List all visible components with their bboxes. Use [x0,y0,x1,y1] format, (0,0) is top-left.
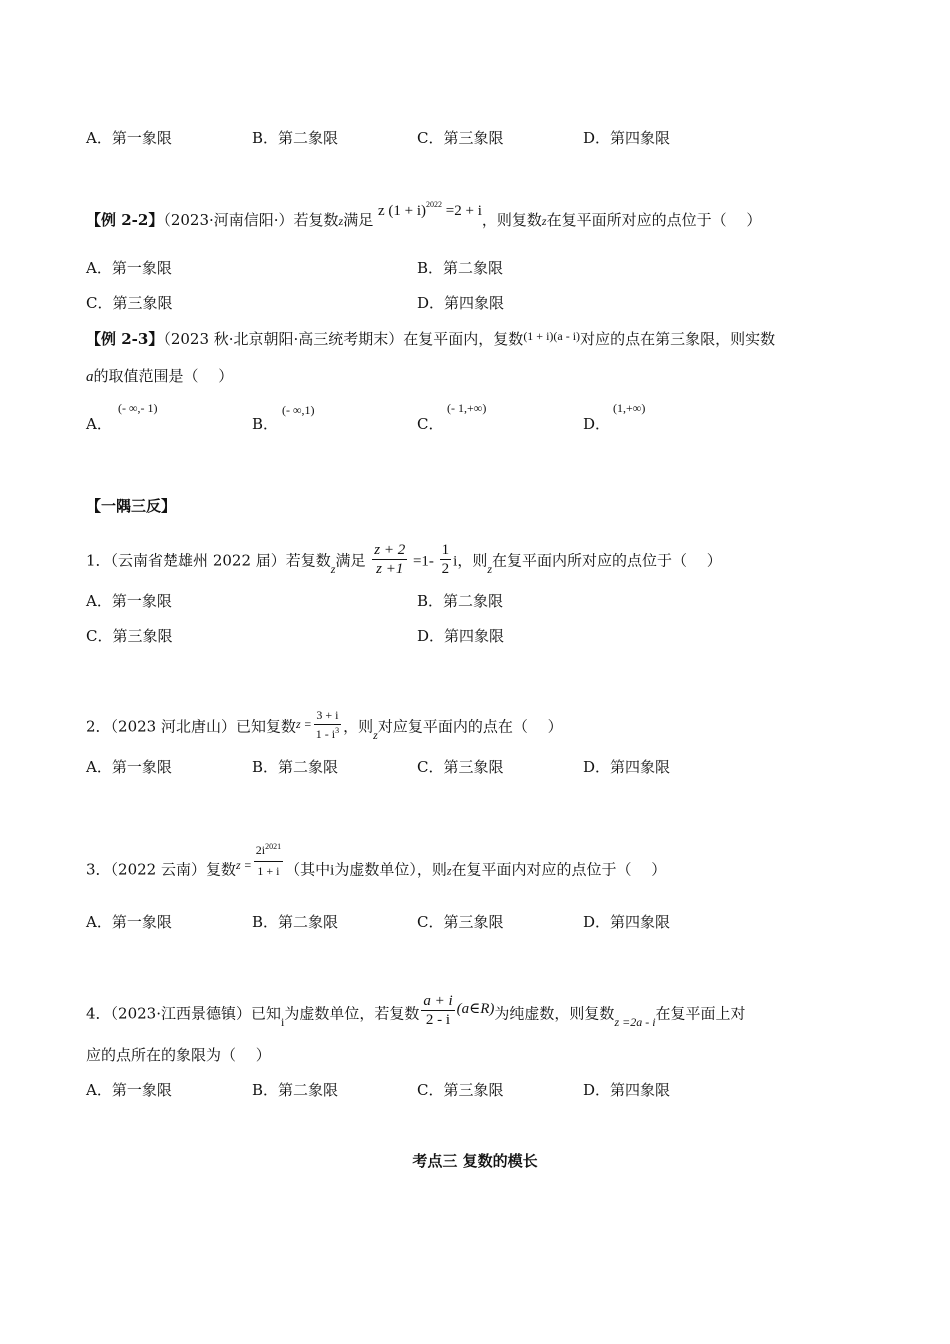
text-unit: 为虚数单位，若复数 [284,1004,420,1023]
example-2-3-line2 [86,366,233,387]
question-source: （云南省楚雄州 2022 届）若复数 [110,551,331,570]
question-text: 在复平面上对 [655,1004,746,1023]
example-text: （2023 秋·北京朝阳·高三统考期末）在复平面内，复数 [163,330,524,348]
fraction: $\frac{2i^{2021}}{1 + i}$ [255,842,282,878]
option-b: B．第二象限 [252,758,339,776]
question-source: （2023·江西景德镇）已知 [110,1004,281,1023]
option-a: A．第一象限 [86,913,172,931]
example-source: （2023·河南信阳·）若复数 [163,211,339,229]
option-a: A．第一象限 [86,129,172,147]
section-heading: 【一隅三反】 [86,497,177,515]
option-d: D．第四象限 [417,294,505,312]
option-b: B．第二象限 [417,592,504,610]
option-a: A．第一象限 [86,592,172,610]
option-d: D．第四象限 [583,1081,671,1099]
example-text-3: 的取值范围是（ ） [93,367,234,385]
option-d: D．第四象限 [417,627,505,645]
imaginary-unit: i [453,553,458,570]
question-text: 在复平面内对应的点位于（ ） [451,860,667,879]
option-a: A．第一象限 [86,1081,172,1099]
fraction: $\frac{z + 2}{z +1}$ [374,542,406,577]
option-a-label: A． [86,415,112,433]
option-b: B．第二象限 [252,129,339,147]
example-2-3 [86,329,775,350]
var-z: z [541,214,547,228]
option-a: A．第一象限 [86,758,172,776]
text-then: ，则 [343,717,374,736]
text-note-2: 为虚数单位），则 [334,860,447,879]
text-satisfy: 满足 [335,551,366,570]
option-b-label: B． [252,415,279,433]
option-c: C．第三象限 [417,1081,504,1099]
condition: (a∈R) [456,1000,495,1017]
option-a: A．第一象限 [86,259,172,277]
fraction: $\frac{a + i}{2 - i}$ [423,993,453,1028]
var-z: z [373,727,378,742]
example-tag: 【例 2-3】 [86,330,164,348]
option-c: C．第三象限 [86,294,173,312]
option-c-label: C． [417,415,444,433]
fraction: $\frac{3 + i}{1 - i^3}$ [315,708,340,741]
equals: =1- [409,553,438,570]
expression: (1 + i)(a - i) [523,329,581,343]
text-then: ，则复数 [481,211,542,229]
var-z: z [446,863,452,878]
text-satisfy: 满足 [343,211,374,229]
option-b: B．第二象限 [252,913,339,931]
question-source: （2023 河北唐山）已知复数 [110,717,296,736]
option-b-value: (- ∞,1) [282,403,315,417]
var-z: z [330,561,336,576]
question-3 [86,842,667,890]
text-question: 在复平面所对应的点位于（ ） [546,211,762,229]
var-a: a [86,369,94,385]
example-tag: 【例 2-2】 [86,211,164,229]
section-title: 考点三 复数的模长 [412,1152,538,1170]
question-4 [86,993,746,1033]
var-z: z [487,561,493,576]
option-d: D．第四象限 [583,758,671,776]
example-text-2: 对应的点在第三象限，则实数 [580,330,776,348]
option-d: D．第四象限 [583,913,671,931]
option-c: C．第三象限 [417,129,504,147]
imaginary-unit: i [281,1014,285,1029]
question-2 [86,708,563,747]
option-c: C．第三象限 [86,627,173,645]
question-number: 2． [86,717,111,736]
expression: z =2a - i [614,1014,656,1029]
question-text: 在复平面内所对应的点位于（ ） [492,551,722,570]
option-d-value: (1,+∞) [613,401,646,415]
option-a-value: (- ∞,- 1) [118,401,158,415]
question-number: 3． [86,860,111,879]
option-c: C．第三象限 [417,913,504,931]
text-then: ，则 [457,551,488,570]
question-text: 对应复平面内的点在（ ） [377,717,563,736]
question-source: （2022 云南）复数 [110,860,236,879]
question-number: 1． [86,551,111,570]
z-equals: z = [296,716,312,731]
text-pure: 为纯虚数，则复数 [494,1004,615,1023]
option-b: B．第二象限 [252,1081,339,1099]
equation: z $(1 + i)^{2022} =2 + i$ [378,200,482,219]
option-b: B．第二象限 [417,259,504,277]
option-c: C．第三象限 [417,758,504,776]
question-1 [86,543,722,580]
question-number: 4． [86,1004,111,1023]
question-4-line2: 应的点所在的象限为（ ） [86,1046,271,1064]
option-c-value: (- 1,+∞) [447,401,487,415]
example-2-2 [86,200,762,233]
text-note: （其中 [285,860,331,879]
half-fraction: $\frac{1}{2}$ [441,542,450,577]
option-d-label: D． [583,415,611,433]
z-equals: z = [236,857,252,872]
var-z: z [338,214,344,228]
option-d: D．第四象限 [583,129,671,147]
imaginary-unit: i [330,862,335,879]
